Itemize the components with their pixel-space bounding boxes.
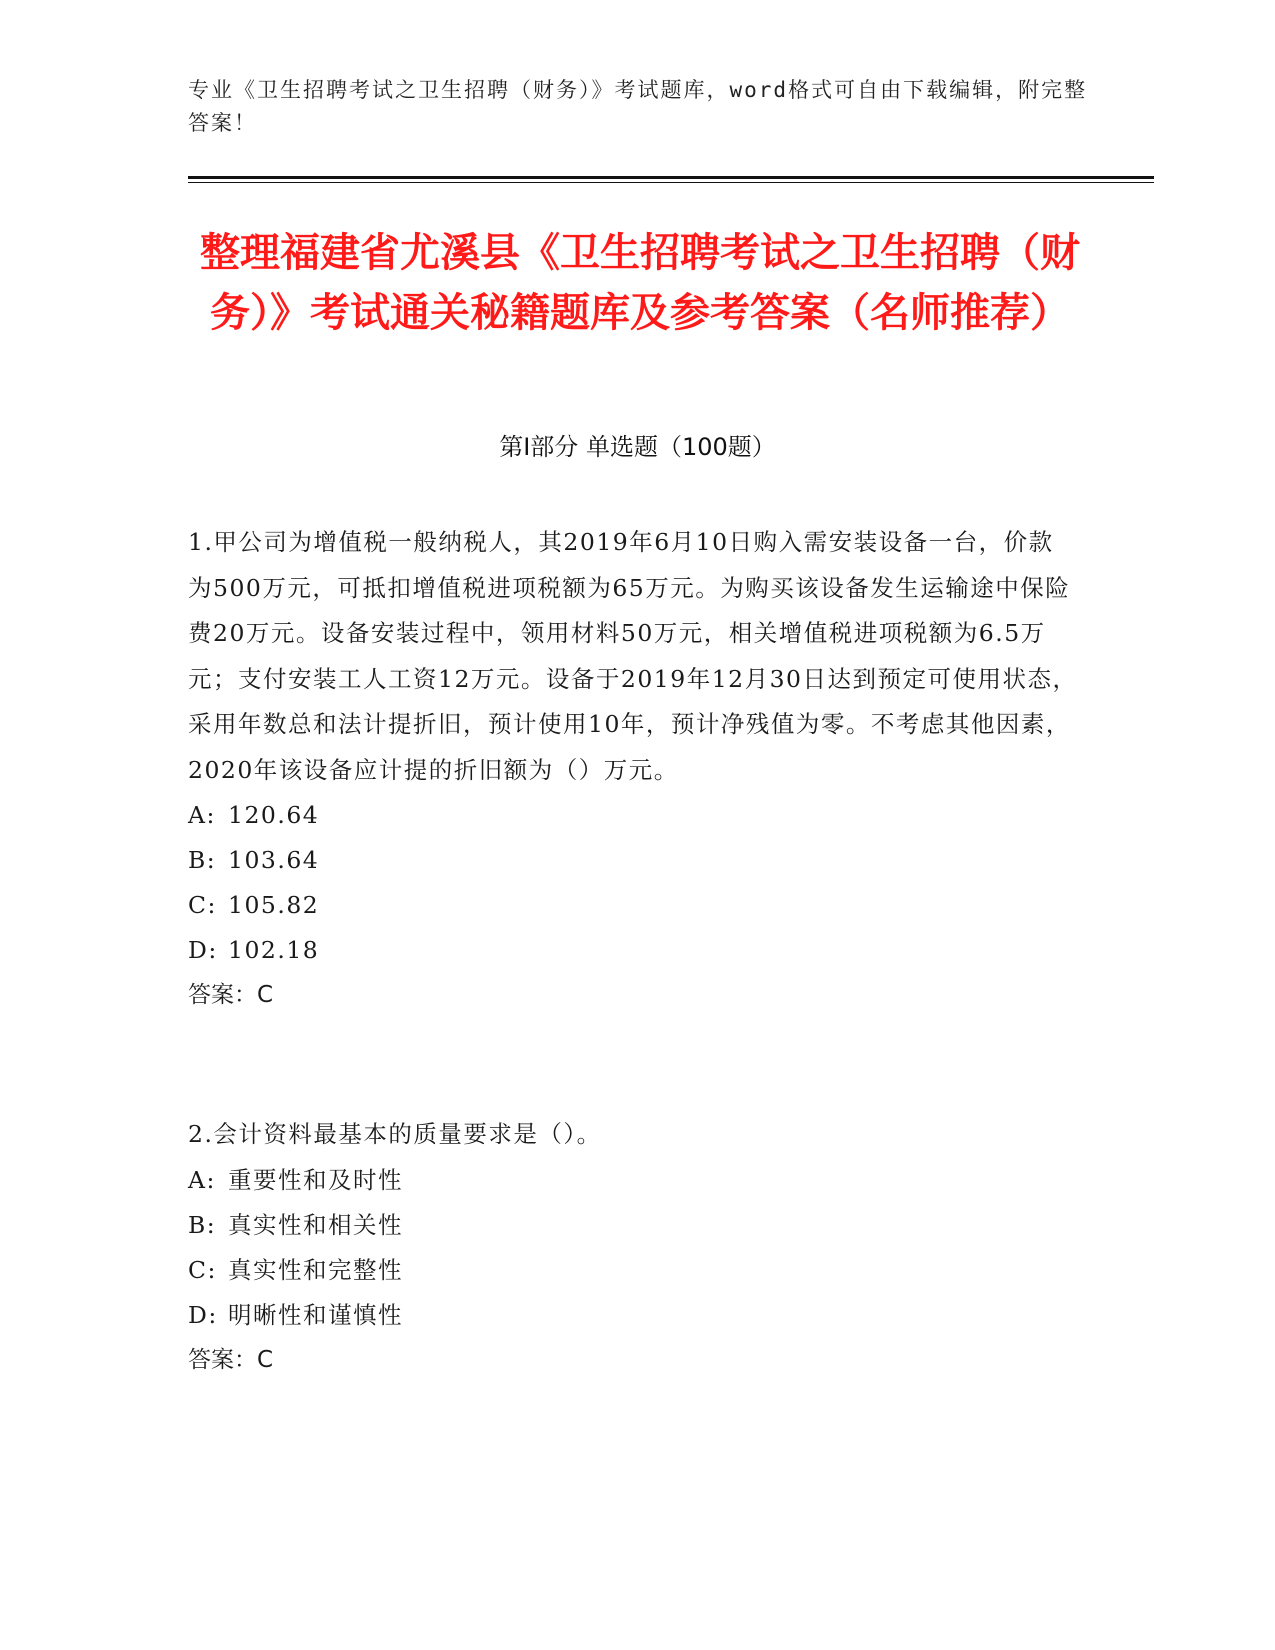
option-d <box>188 928 1078 973</box>
option-a <box>188 793 1078 838</box>
option-text: 105.82 <box>228 891 320 919</box>
document-title: 整理福建省尤溪县《卫生招聘考试之卫生招聘（财务）》考试通关秘籍题库及参考答案（名师推荐） <box>200 230 1080 336</box>
option-letter: A: <box>188 801 216 829</box>
option-a <box>188 1158 1078 1203</box>
option-letter: D: <box>188 936 218 964</box>
option-b <box>188 838 1078 883</box>
option-text: 真实性和完整性 <box>228 1255 403 1284</box>
option-letter: B: <box>188 1210 217 1239</box>
question-item <box>188 1112 1078 1383</box>
option-text: 120.64 <box>228 801 320 829</box>
option-text: 明晰性和谨慎性 <box>228 1300 403 1329</box>
option-c <box>188 883 1078 928</box>
option-letter: C: <box>188 1255 217 1284</box>
question-stem: 2.会计资料最基本的质量要求是（）。 <box>188 1120 602 1148</box>
option-letter: C: <box>188 891 217 919</box>
answer-label: 答案：C <box>188 1346 274 1373</box>
divider-thick-line <box>188 176 1154 179</box>
header-divider <box>188 176 1154 183</box>
answer-label: 答案：C <box>188 982 274 1008</box>
option-d <box>188 1293 1078 1338</box>
option-text: 103.64 <box>228 846 320 874</box>
option-text: 102.18 <box>228 936 320 964</box>
question-item <box>188 520 1078 1018</box>
divider-thin-line <box>188 182 1154 183</box>
option-text: 真实性和相关性 <box>228 1210 403 1239</box>
header-note: 专业《卫生招聘考试之卫生招聘（财务）》考试题库，word格式可自由下载编辑，附完整答案！ <box>188 78 1088 135</box>
option-c <box>188 1248 1078 1293</box>
option-letter: B: <box>188 846 217 874</box>
section-heading: 第Ⅰ部分 单选题（100题） <box>499 433 776 461</box>
option-letter: A: <box>188 1165 216 1194</box>
option-b <box>188 1203 1078 1248</box>
question-stem: 1.甲公司为增值税一般纳税人，其2019年6月10日购入需安装设备一台，价款为500万元，可抵扣增值税进项税额为65万元。为购买该设备发生运输途中保险费20万元。设备安装过程中，领用材料50万元，相关增值税进项税额为6.5万元；支付安装工人工资12万元。设备于2019年12月30日达到预定可使用状态，采用年数总和法计提折旧，预计使用10年，预计净残值为零。不考虑其他因素，2020年该设备应计提的折旧额为（）万元。 <box>188 528 1078 784</box>
option-letter: D: <box>188 1300 218 1329</box>
option-text: 重要性和及时性 <box>228 1165 403 1194</box>
